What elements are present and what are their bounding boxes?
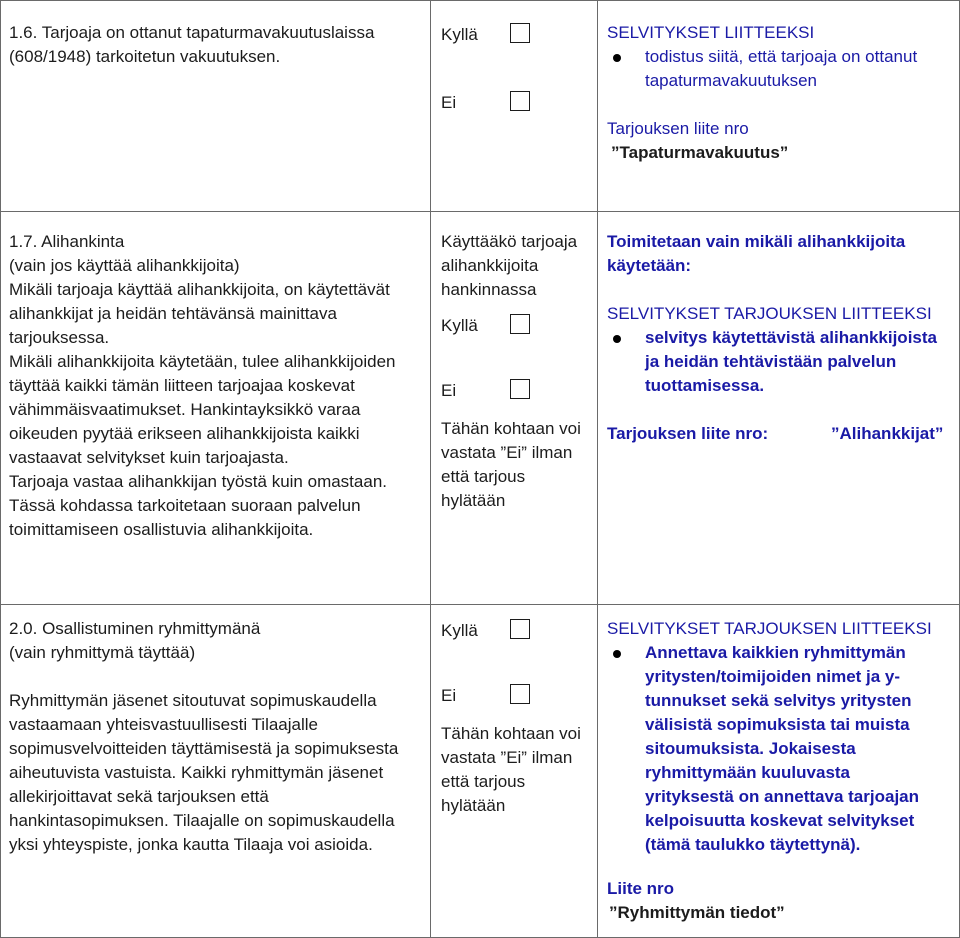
row1-answer — [441, 21, 591, 117]
row2-text-line: tarjouksessa. — [9, 328, 110, 347]
no-checkbox[interactable] — [510, 379, 530, 399]
note-line: että tarjous — [441, 772, 526, 791]
bullet-line: tapaturmavakuutuksen — [645, 71, 817, 90]
table-border-left — [0, 0, 1, 938]
bullet-line: todistus siitä, että tarjoaja on ottanut — [645, 47, 918, 66]
yes-option — [441, 617, 591, 645]
note-line: hylätään — [441, 491, 506, 510]
row1-text-line: (608/1948) tarkoitetun vakuutuksen. — [9, 47, 281, 66]
no-label: Ei — [441, 93, 457, 112]
table-border-top — [0, 0, 960, 1]
bullet-line: yrityksestä on annettava tarjoajan — [645, 787, 920, 806]
yes-label: Kyllä — [441, 316, 478, 335]
no-checkbox[interactable] — [510, 684, 530, 704]
row-divider-2 — [0, 604, 960, 605]
attachment-bullet — [607, 641, 957, 857]
note-line: Tähän kohtaan voi — [441, 419, 581, 438]
row2-text-line: vähimmäisvaatimukset. Hankintayksikkö varaa — [9, 400, 361, 419]
yes-checkbox[interactable] — [510, 314, 530, 334]
note-line: että tarjous — [441, 467, 526, 486]
bullet-icon — [613, 335, 621, 343]
row3-text-line: yksi yhteyspiste, jonka kautta Tilaaja voi asioida. — [9, 835, 373, 854]
intro-line: käytetään: — [607, 256, 692, 275]
row3-text-line: allekirjoittavat sekä tarjouksen että — [9, 787, 269, 806]
bullet-line: selvitys käytettävistä alihankkijoista — [645, 328, 937, 347]
note-line: vastata ”Ei” ilman — [441, 748, 573, 767]
row3-text-line — [9, 665, 427, 689]
attachments-title: SELVITYKSET TARJOUKSEN LIITTEEKSI — [607, 619, 932, 638]
no-option — [441, 89, 591, 117]
attachment-label: Liite nro — [607, 879, 675, 898]
row2-text-line: toimittamiseen osallistuvia alihankkijoita. — [9, 520, 314, 539]
no-label: Ei — [441, 381, 457, 400]
bullet-line: tuottamisessa. — [645, 376, 765, 395]
bullet-line: (tämä taulukko täytettynä). — [645, 835, 861, 854]
yes-option — [441, 21, 591, 49]
row2-text-line: Mikäli tarjoaja käyttää alihankkijoita, on käytettävät — [9, 280, 390, 299]
yes-label: Kyllä — [441, 25, 478, 44]
bullet-line: ryhmittymään kuuluvasta — [645, 763, 851, 782]
note-line: vastata ”Ei” ilman — [441, 443, 573, 462]
attachment-label: Tarjouksen liite nro: — [607, 424, 769, 443]
attachment-reference — [607, 422, 957, 446]
note-line: hylätään — [441, 796, 506, 815]
row2-text-line: Mikäli alihankkijoita käytetään, tulee alihankkijoiden — [9, 352, 396, 371]
bullet-line: ja heidän tehtävistään palvelun — [645, 352, 897, 371]
row2-text-line: Tässä kohdassa tarkoitetaan suoraan palvelun — [9, 496, 361, 515]
row3-description — [9, 617, 427, 857]
row2-answer — [441, 230, 591, 513]
no-option — [441, 682, 591, 710]
attachment-bullet — [607, 326, 957, 398]
attachments-title: SELVITYKSET LIITTEEKSI — [607, 23, 815, 42]
row1-text-line: 1.6. Tarjoaja on ottanut tapaturmavakuutuslaissa — [9, 23, 375, 42]
row1-attachments — [607, 21, 957, 165]
attachment-bullet — [607, 45, 957, 93]
no-option — [441, 377, 591, 405]
row2-attachments — [607, 230, 957, 446]
row3-text-line: sopimusvelvoitteiden täyttämisestä ja sopimuksesta — [9, 739, 399, 758]
row2-text-line: täyttää kaikki tämän liitteen tarjoajaa koskevat — [9, 376, 355, 395]
row3-text-line: aiheutuvista vastuista. Kaikki ryhmittymän jäsenet — [9, 763, 384, 782]
yes-checkbox[interactable] — [510, 619, 530, 639]
row2-text-line: (vain jos käyttää alihankkijoita) — [9, 256, 240, 275]
bullet-icon — [613, 650, 621, 658]
row3-attachments — [607, 617, 957, 925]
bullet-icon — [613, 54, 621, 62]
attachment-label: Tarjouksen liite nro — [607, 119, 749, 138]
attachment-name: ”Ryhmittymän tiedot” — [609, 903, 785, 922]
question-line: alihankkijoita — [441, 256, 539, 275]
note-line: Tähän kohtaan voi — [441, 724, 581, 743]
no-label: Ei — [441, 686, 457, 705]
bullet-line: sitoumuksista. Jokaisesta — [645, 739, 856, 758]
bullet-line: tunnukset sekä selvitys yritysten — [645, 691, 912, 710]
no-checkbox[interactable] — [510, 91, 530, 111]
row2-description — [9, 230, 427, 542]
attachment-name: ”Tapaturmavakuutus” — [611, 143, 789, 162]
row3-answer — [441, 617, 591, 818]
question-line: hankinnassa — [441, 280, 537, 299]
row3-text-line: (vain ryhmittymä täyttää) — [9, 643, 196, 662]
row2-text-line: vastaavat selvitykset kuin tarjoajasta. — [9, 448, 289, 467]
row2-text-line: 1.7. Alihankinta — [9, 232, 125, 251]
attachment-name: ”Alihankkijat” — [831, 424, 944, 443]
column-divider-1 — [430, 0, 431, 938]
bullet-line: välisistä sopimuksista tai muista — [645, 715, 910, 734]
question-line: Käyttääkö tarjoaja — [441, 232, 578, 251]
attachments-title: SELVITYKSET TARJOUKSEN LIITTEEKSI — [607, 304, 932, 323]
row1-description — [9, 21, 427, 69]
yes-option — [441, 312, 591, 340]
yes-checkbox[interactable] — [510, 23, 530, 43]
row2-text-line: Tarjoaja vastaa alihankkijan työstä kuin omastaan. — [9, 472, 387, 491]
row3-text-line: hankintasopimuksen. Tilaajalle on sopimuskaudella — [9, 811, 395, 830]
row3-text-line: 2.0. Osallistuminen ryhmittymänä — [9, 619, 261, 638]
row2-text-line: alihankkijat ja heidän tehtävänsä mainittava — [9, 304, 337, 323]
bullet-line: kelpoisuutta koskevat selvitykset — [645, 811, 915, 830]
bullet-line: yritysten/toimijoiden nimet ja y- — [645, 667, 901, 686]
row3-text-line: Ryhmittymän jäsenet sitoutuvat sopimuskaudella — [9, 691, 377, 710]
intro-line: Toimitetaan vain mikäli alihankkijoita — [607, 232, 906, 251]
row3-text-line: vastaamaan yhteisvastuullisesti Tilaajalle — [9, 715, 318, 734]
bullet-line: Annettava kaikkien ryhmittymän — [645, 643, 906, 662]
row-divider-1 — [0, 211, 960, 212]
row2-text-line: oikeuden pyytää erikseen alihankkijoista kaikki — [9, 424, 360, 443]
yes-label: Kyllä — [441, 621, 478, 640]
column-divider-2 — [597, 0, 598, 938]
